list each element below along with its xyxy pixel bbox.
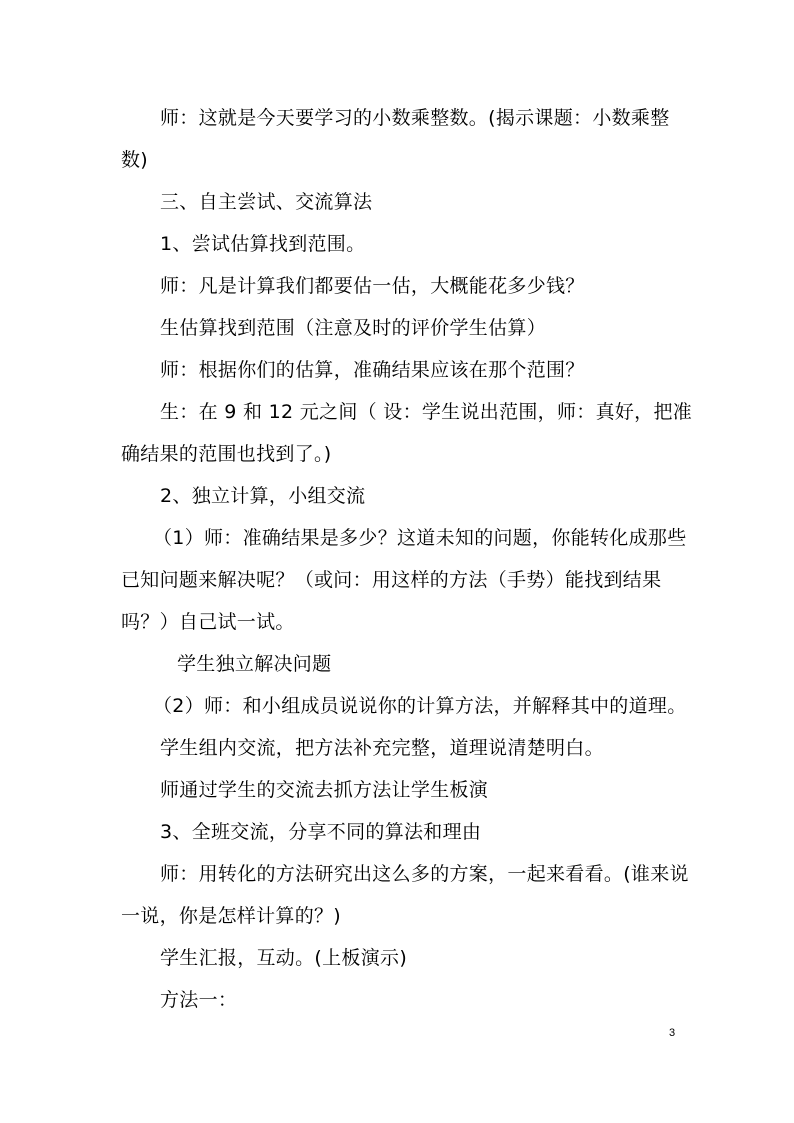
paragraph-line-11: （1）师：准确结果是多少？这道未知的问题，你能转化成那些 (153, 527, 687, 549)
paragraph-line-9: 确结果的范围也找到了。) (121, 443, 332, 465)
paragraph-line-8: 生：在 9 和 12 元之间（ 设：学生说出范围，师：真好，把准 (160, 401, 693, 423)
paragraph-line-17: 师通过学生的交流去抓方法让学生板演 (160, 779, 489, 801)
paragraph-line-13: 吗？）自己试一试。 (121, 611, 295, 633)
paragraph-line-22: 方法一： (160, 989, 238, 1011)
paragraph-line-6: 生估算找到范围（注意及时的评价学生估算） (160, 317, 547, 339)
paragraph-line-20: 一说，你是怎样计算的？) (121, 905, 342, 927)
page-number: 3 (669, 1027, 676, 1039)
paragraph-line-21: 学生汇报，互动。(上板演示) (160, 947, 408, 969)
section-heading: 三、自主尝试、交流算法 (160, 191, 373, 213)
subheading-2: 2、独立计算，小组交流 (160, 485, 366, 507)
paragraph-line-5: 师：凡是计算我们都要估一估，大概能花多少钱？ (160, 275, 585, 297)
paragraph-line-14: 学生独立解决问题 (177, 653, 332, 675)
paragraph-line-12: 已知问题来解决呢？（或问：用这样的方法（手势）能找到结果 (121, 569, 662, 591)
paragraph-line-19: 师：用转化的方法研究出这么多的方案，一起来看看。(谁来说 (160, 863, 689, 885)
paragraph-line-2: 数) (121, 149, 149, 171)
paragraph-line-15: （2）师：和小组成员说说你的计算方法，并解释其中的道理。 (153, 695, 687, 717)
paragraph-line-16: 学生组内交流，把方法补充完整，道理说清楚明白。 (160, 737, 604, 759)
subheading-1: 1、尝试估算找到范围。 (160, 233, 366, 255)
subheading-3: 3、全班交流，分享不同的算法和理由 (160, 821, 482, 843)
paragraph-line-1: 师：这就是今天要学习的小数乘整数。(揭示课题：小数乘整 (160, 107, 670, 129)
paragraph-line-7: 师：根据你们的估算，准确结果应该在那个范围？ (160, 359, 585, 381)
